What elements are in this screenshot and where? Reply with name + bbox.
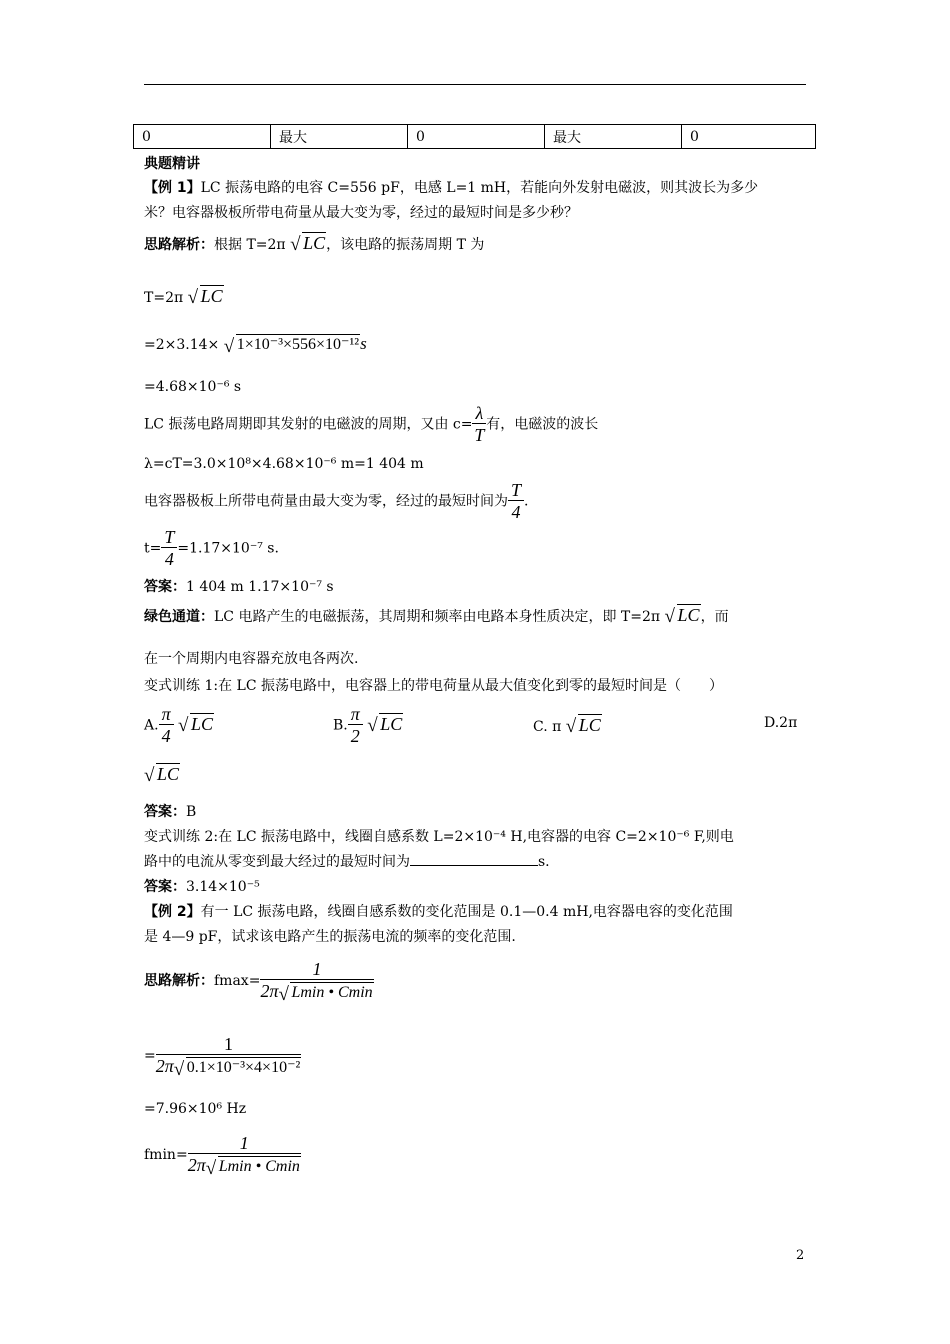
header-rule (144, 84, 806, 85)
fraction-t-over-4: $\frac{T}{4}$ (161, 527, 177, 570)
example-1-text: LC 振荡电路的电容 C=556 pF，电感 L=1 mH，若能向外发射电磁波，则其波长为多少 (200, 180, 759, 196)
example-2-substitution: = 1 2π √ 0.1×10⁻³×4×10⁻² (144, 1034, 301, 1080)
option-d-continued (144, 763, 180, 785)
equation-wavelength: λ=cT=3.0×10⁸×4.68×10⁻⁶ m=1 404 m (144, 456, 424, 472)
section-title: 典题精讲 (144, 156, 200, 172)
example-2-fmax: 思路解析：fmax= 1 2π √ Lmin • Cmin (144, 959, 373, 1005)
sqrt-lc: √ LC (144, 764, 180, 786)
example-1-line-1 (144, 179, 758, 197)
sqrt-substitution: √ 1×10⁻³×556×10⁻¹² (223, 336, 360, 357)
example-2-line-2: 是 4—9 pF，试求该电路产生的振荡电流的频率的变化范围. (144, 929, 516, 945)
analysis-label: 思路解析： (144, 237, 214, 253)
fraction-fmin: 1 2π √ Lmin • Cmin (187, 1133, 300, 1179)
option-a: A. $\frac{\pi}{4}$ √ LC (144, 704, 214, 746)
wave-text: LC 振荡电路周期即其发射的电磁波的周期，又由 c= $\frac{\lambda}{T}$ 有，电磁波的波长 (144, 403, 599, 445)
green-channel-line-1: 绿色通道：LC 电路产生的电磁振荡，其周期和频率由电路本身性质决定，即 T=2π √ LC，而 (144, 605, 729, 627)
equation-period-2: =2×3.14× √ 1×10⁻³×556×10⁻¹²s (144, 334, 367, 357)
option-c: C. π √ LC (533, 715, 601, 737)
example-1-answer: 答案：1 404 m 1.17×10⁻⁷ s (144, 579, 334, 595)
drill-2-line-1: 变式训练 2:在 LC 振荡电路中，线圈自感系数 L=2×10⁻⁴ H,电容器的电容 C=2×10⁻⁶ F,则电 (144, 829, 734, 845)
equation-period-1: T=2π √ LC (144, 286, 223, 308)
page-number: 2 (796, 1248, 805, 1263)
equation-time: t= $\frac{T}{4}$ =1.17×10⁻⁷ s. (144, 527, 279, 569)
charge-text: 电容器极板上所带电荷量由最大变为零，经过的最短时间为 $\frac{T}{4}$ . (144, 480, 529, 522)
table-cell: 0 (134, 125, 271, 149)
sqrt-lc: √ LC (290, 233, 326, 255)
table-cell: 最大 (545, 125, 682, 149)
sqrt-lc: √ LC (565, 715, 601, 737)
sqrt-lc: √ LC (367, 713, 403, 736)
drill-2-answer: 答案：3.14×10⁻⁵ (144, 879, 260, 895)
analysis-text: 根据 T=2π (214, 237, 286, 253)
state-table (133, 124, 816, 149)
fraction-substitution: 1 2π √ 0.1×10⁻³×4×10⁻² (155, 1034, 301, 1080)
example-2-result: =7.96×10⁶ Hz (144, 1101, 247, 1117)
analysis-tail: ，该电路的振荡周期 T 为 (326, 237, 485, 253)
table-cell: 0 (682, 125, 816, 149)
example-1-analysis (144, 232, 484, 254)
table-cell: 0 (408, 125, 545, 149)
equation-period-result: =4.68×10⁻⁶ s (144, 379, 242, 395)
sqrt-lc: √ LC (187, 286, 223, 308)
table-row (134, 125, 816, 149)
example-2-line-1: 【例 2】有一 LC 振荡电路，线圈自感系数的变化范围是 0.1—0.4 mH,电容器电容的变化范围 (144, 904, 733, 920)
fraction-lambda-over-t: $\frac{\lambda}{T}$ (474, 403, 485, 445)
example-1-label: 【例 1】 (144, 180, 201, 196)
fraction-pi-over-2: $\frac{\pi}{2}$ (348, 704, 363, 747)
example-1-line-2: 米？电容器极板所带电荷量从最大变为零，经过的最短时间是多少秒？ (144, 205, 578, 221)
drill-1-answer: 答案：B (144, 804, 197, 820)
sqrt-lc: √ LC (178, 713, 214, 736)
option-b: B. $\frac{\pi}{2}$ √ LC (333, 704, 403, 746)
drill-1-question: 变式训练 1:在 LC 振荡电路中，电容器上的带电荷量从最大值变化到零的最短时间是（ ） (144, 678, 723, 694)
option-d: D.2π (764, 715, 798, 731)
fraction-pi-over-4: $\frac{\pi}{4}$ (159, 704, 174, 747)
sqrt-lc: √ LC (664, 605, 700, 627)
table-cell: 最大 (271, 125, 408, 149)
example-2-fmin: fmin= 1 2π √ Lmin • Cmin (144, 1133, 300, 1179)
green-channel-line-2: 在一个周期内电容器充放电各两次. (144, 651, 359, 667)
fraction-fmax: 1 2π √ Lmin • Cmin (260, 959, 373, 1005)
fraction-t-over-4: $\frac{T}{4}$ (508, 480, 524, 523)
answer-blank (410, 853, 538, 866)
drill-2-line-2: 路中的电流从零变到最大经过的最短时间为 s. (144, 854, 550, 870)
